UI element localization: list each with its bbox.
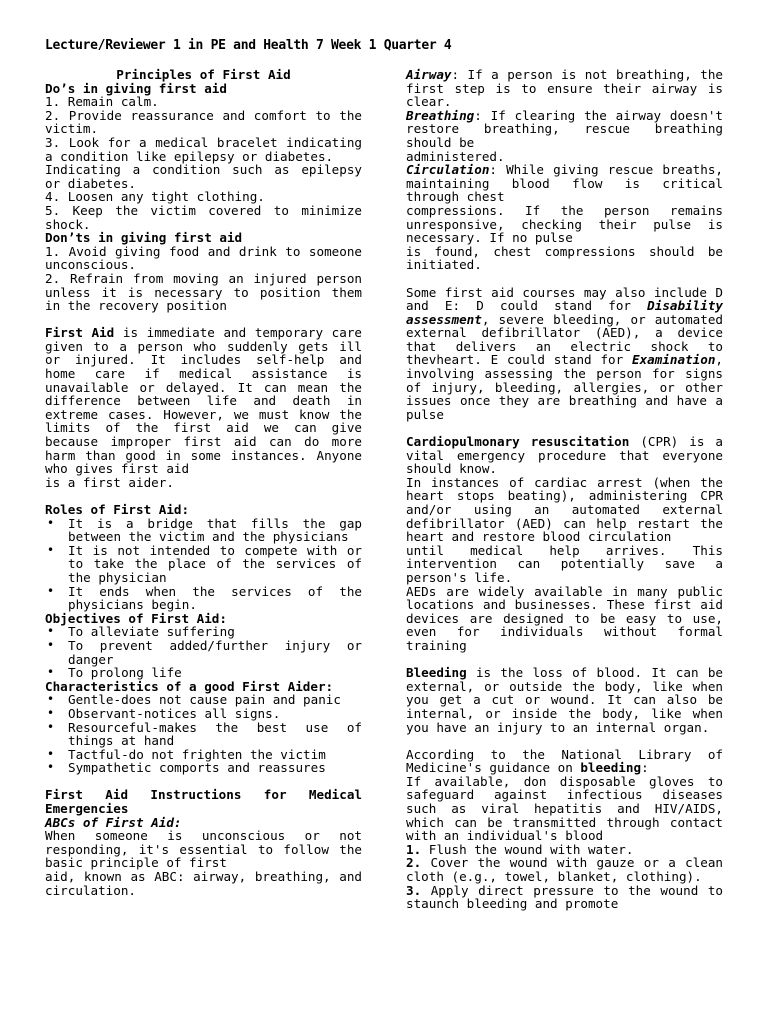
- list-item: • It is a bridge that fills the gap between the victim and the physicians: [45, 517, 362, 544]
- bleeding-term: Bleeding: [406, 665, 467, 681]
- left-column: [45, 68, 362, 897]
- list-item: • Resourceful-makes the best use of things at hand: [45, 721, 362, 748]
- first-aider-line: is a first aider.: [45, 474, 174, 490]
- right-column: [406, 68, 723, 911]
- roles-list: [45, 517, 362, 612]
- list-item: • To alleviate suffering: [45, 625, 362, 639]
- cpr-paragraph-3: until medical help arrives. This intervention can potentially save a person's life.: [406, 542, 723, 585]
- list-item: • Sympathetic comports and reassures: [45, 761, 362, 775]
- circulation-paragraph-2: compressions. If the person remains unresponsive, checking their pulse is necessary. If no pulse: [406, 202, 723, 246]
- objectives-heading: Objectives of First Aid:: [45, 610, 227, 626]
- bleeding-keyword: bleeding: [580, 760, 642, 776]
- dos-item: 4. Loosen any tight clothing.: [45, 189, 265, 205]
- list-item: • It ends when the services of the physicians begin.: [45, 585, 362, 612]
- donts-heading: Don’ts in giving first aid: [45, 230, 243, 246]
- dos-item: Indicating a condition such as epilepsy or diabetes.: [45, 162, 362, 191]
- donts-item: 2. Refrain from moving an injured person unless it is necessary to position them in the recovery position: [45, 270, 362, 314]
- airway-paragraph: Airway: If a person is not breathing, the first step is to ensure their airway is clear.: [406, 67, 723, 110]
- gloves-paragraph: If available, don disposable gloves to safeguard against infectious diseases such as viral hepatitis and HIV/AIDS, which can be transmitted through contact with an individual's blood: [406, 773, 723, 844]
- abc-heading: ABCs of First Aid:: [45, 814, 182, 830]
- objectives-list: [45, 625, 362, 679]
- examination-term: Examination: [632, 352, 716, 368]
- list-item: • Observant-notices all signs.: [45, 707, 362, 721]
- abc-intro: When someone is unconscious or not responding, it's essential to follow the basic principle of first: [45, 828, 362, 871]
- bleeding-step: 2. Cover the wound with gauze or a clean cloth (e.g., towel, blanket, clothing).: [406, 855, 723, 885]
- dos-item: 2. Provide reassurance and comfort to the victim.: [45, 107, 362, 137]
- cpr-paragraph-2: In instances of cardiac arrest (when the heart stops beating), administering CPR and/or using an automated external defibrillator (AED) can help restart the heart and restore blood circulation: [406, 474, 723, 545]
- breathing-term: Breathing: [406, 107, 475, 123]
- donts-item: 1. Avoid giving food and drink to someone unconscious.: [45, 243, 362, 273]
- bleeding-paragraph: Bleeding is the loss of blood. It can be external, or outside the body, like when you get a cut or wound. It can also be internal, or inside the body, like when you have an injury to an internal organ.: [406, 665, 723, 735]
- document-title: Lecture/Reviewer 1 in PE and Health 7 Week 1 Quarter 4: [45, 38, 452, 53]
- nlm-paragraph: According to the National Library of Medicine's guidance on bleeding:: [406, 746, 723, 776]
- list-item: • Gentle-does not cause pain and panic: [45, 693, 362, 707]
- dos-item: 5. Keep the victim covered to minimize shock.: [45, 202, 362, 232]
- cpr-paragraph: Cardiopulmonary resuscitation (CPR) is a vital emergency procedure that everyone should know.: [406, 434, 723, 477]
- instructions-heading: First Aid Instructions for Medical Emergencies: [45, 787, 362, 817]
- roles-heading: Roles of First Aid:: [45, 502, 190, 517]
- characteristics-list: [45, 693, 362, 775]
- circulation-paragraph-3: is found, chest compressions should be initiated.: [406, 243, 723, 273]
- aed-paragraph: AEDs are widely available in many public locations and businesses. These first aid devices are designed to be easy to use, even for individuals without formal training: [406, 583, 723, 653]
- list-item: • To prevent added/further injury or danger: [45, 639, 362, 666]
- airway-term: Airway: [406, 67, 452, 82]
- first-aid-term: First Aid: [45, 325, 115, 341]
- list-item: • To prolong life: [45, 666, 362, 680]
- disability-term: Disability assessment: [406, 298, 723, 327]
- list-item: • It is not intended to compete with or to take the place of the services of the physician: [45, 544, 362, 585]
- de-paragraph: Some first aid courses may also include D and E: D could stand for Disability assessment, severe bleeding, or automated external defibrillator (AED), a device that delivers an electric shock to thevheart. E could stand for Examination, involving assessing the person for signs of injury, bleeding, allergies, or other issues once they are breathing and have a pulse: [406, 284, 723, 422]
- characteristics-heading: Characteristics of a good First Aider:: [45, 678, 334, 694]
- breathing-paragraph-2: administered.: [406, 148, 505, 164]
- bleeding-step: 1. Flush the wound with water.: [406, 841, 634, 857]
- cpr-term: Cardiopulmonary resuscitation: [406, 434, 630, 450]
- circulation-term: Circulation: [406, 162, 490, 178]
- dos-item: 1. Remain calm.: [45, 94, 159, 110]
- dos-heading: Do’s in giving first aid: [45, 80, 227, 96]
- breathing-paragraph: Breathing: If clearing the airway doesn't restore breathing, rescue breathing should be: [406, 107, 723, 150]
- dos-item: 3. Look for a medical bracelet indicating a condition like epilepsy or diabetes.: [45, 134, 362, 164]
- first-aid-definition: First Aid is immediate and temporary care given to a person who suddenly gets ill or injured. It includes self-help and home care if medical assistance is unavailable or delayed. It can mean the difference between life and death in extreme cases. However, we must know the limits of the first aid we can give because improper first aid can do more harm than good in some instances. Anyone who gives first aid: [45, 325, 362, 477]
- bleeding-step: 3. Apply direct pressure to the wound to staunch bleeding and promote: [406, 882, 723, 912]
- abc-intro-2: aid, known as ABC: airway, breathing, and circulation.: [45, 869, 362, 898]
- circulation-paragraph: Circulation: While giving rescue breaths, maintaining blood flow is critical through chest: [406, 162, 723, 205]
- list-item: • Tactful-do not frighten the victim: [45, 748, 362, 762]
- principles-heading: Principles of First Aid: [116, 67, 291, 82]
